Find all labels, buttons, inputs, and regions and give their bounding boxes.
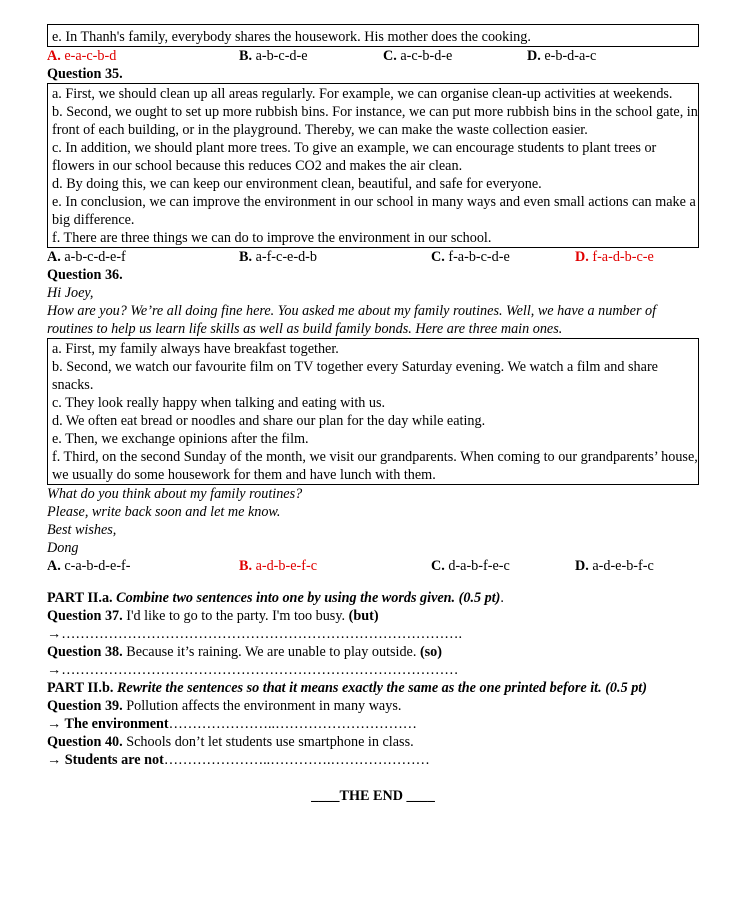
q34-item-e: e. In Thanh's family, everybody shares the housework. His mother does the cooking. (52, 29, 531, 45)
q37-answer-line[interactable]: →…………………………………………………………………………. (47, 626, 462, 642)
q39-prompt: Question 39. Pollution affects the environment in many ways. (47, 698, 402, 714)
the-end: ____THE END ____ (311, 788, 435, 804)
q36-closing-wishes: Best wishes, (47, 522, 117, 538)
q36-item-b: b. Second, we watch our favourite film on TV together every Saturday evening. We watch a film and share snacks. (52, 359, 658, 393)
q36-option-b: B. a-d-b-e-f-c (239, 558, 317, 574)
q36-signature: Dong (47, 540, 79, 556)
q34-box (47, 24, 699, 47)
q35-item-f: f. There are three things we can do to improve the environment in our school. (52, 230, 492, 246)
q39-answer-line[interactable]: → The environment…………………..………………………… (47, 716, 417, 732)
q36-item-f: f. Third, on the second Sunday of the month, we visit our grandparents. When coming to our grandparents’ house, we usually do some housework for them and have lunch with them. (52, 449, 698, 483)
section-gap (47, 575, 699, 589)
q35-option-b: B. a-f-c-e-d-b (239, 249, 317, 265)
q35-option-c: C. f-a-b-c-d-e (431, 249, 510, 265)
q38-answer-line[interactable]: →………………………………………………………………………… (47, 662, 459, 678)
q36-closing-question: What do you think about my family routines? (47, 486, 303, 502)
q35-title: Question 35. (47, 66, 123, 82)
q36-item-c: c. They look really happy when talking and eating with us. (52, 395, 386, 411)
exam-page (47, 24, 699, 805)
q40-prompt: Question 40. Schools don’t let students use smartphone in class. (47, 734, 414, 750)
q35-item-d: d. By doing this, we can keep our environment clean, beautiful, and safe for everyone. (52, 176, 542, 192)
q36-options (47, 557, 699, 575)
q35-options (47, 248, 699, 266)
q34-option-d: D. e-b-d-a-c (527, 48, 597, 64)
q34-option-c: C. a-c-b-d-e (383, 48, 453, 64)
q34-options (47, 47, 699, 65)
q36-item-d: d. We often eat bread or noodles and share our plan for the day while eating. (52, 413, 486, 429)
q36-option-c: C. d-a-b-f-e-c (431, 558, 510, 574)
q35-item-c: c. In addition, we should plant more trees. To give an example, we can encourage students to plant trees or flowers in our school because this reduces CO2 and makes the air clean. (52, 140, 657, 174)
q34-option-a: A. e-a-c-b-d (47, 48, 117, 64)
q35-item-e: e. In conclusion, we can improve the environment in our school in many ways and even small actions can make a big difference. (52, 194, 696, 228)
q37-prompt: Question 37. I'd like to go to the party. I'm too busy. (but) (47, 608, 379, 624)
q35-option-d: D. f-a-d-b-c-e (575, 249, 654, 265)
q36-item-e: e. Then, we exchange opinions after the film. (52, 431, 309, 447)
q34-option-b: B. a-b-c-d-e (239, 48, 308, 64)
q36-box (47, 338, 699, 485)
part2a-heading: PART II.a. Combine two sentences into one by using the words given. (0.5 pt). (47, 590, 504, 606)
q40-answer-line[interactable]: → Students are not…………………..………….………………… (47, 752, 430, 768)
q36-greeting: Hi Joey, (47, 285, 94, 301)
q36-option-a: A. c-a-b-d-e-f- (47, 558, 131, 574)
q36-option-d: D. a-d-e-b-f-c (575, 558, 654, 574)
q35-item-b: b. Second, we ought to set up more rubbish bins. For instance, we can put more rubbish bins in the school gate, in front of each building, or in the playground. Thereby, we can make the waste collection easier. (52, 104, 698, 138)
q38-prompt: Question 38. Because it’s raining. We are unable to play outside. (so) (47, 644, 443, 660)
q36-title: Question 36. (47, 267, 123, 283)
q35-option-a: A. a-b-c-d-e-f (47, 249, 126, 265)
q35-box (47, 83, 699, 248)
q36-closing-request: Please, write back soon and let me know. (47, 504, 281, 520)
q35-item-a: a. First, we should clean up all areas regularly. For example, we can organise clean-up activities at weekends. (52, 86, 673, 102)
q36-intro: How are you? We’re all doing fine here. You asked me about my family routines. Well, we have a number of routines to help us learn life skills as well as build family bonds. Here are three main ones. (47, 303, 657, 337)
q36-item-a: a. First, my family always have breakfast together. (52, 341, 339, 357)
part2b-heading: PART II.b. Rewrite the sentences so that it means exactly the same as the one printed before it. (0.5 pt) (47, 680, 647, 696)
